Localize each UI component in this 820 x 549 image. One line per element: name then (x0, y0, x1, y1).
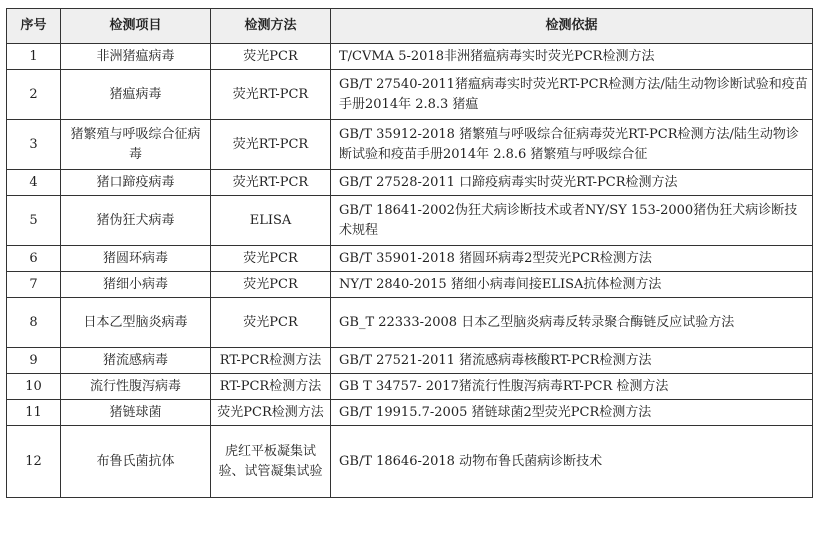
row-basis: GB/T 27540-2011猪瘟病毒实时荧光RT-PCR检测方法/陆生动物诊断试验和疫苗手册2014年 2.8.3 猪瘟 (331, 70, 813, 120)
row-basis: NY/T 2840-2015 猪细小病毒间接ELISA抗体检测方法 (331, 272, 813, 298)
row-basis: GB/T 35901-2018 猪圆环病毒2型荧光PCR检测方法 (331, 246, 813, 272)
row-method: 虎红平板凝集试验、试管凝集试验 (211, 426, 331, 498)
row-method: 荧光PCR (211, 298, 331, 348)
row-basis: T/CVMA 5-2018非洲猪瘟病毒实时荧光PCR检测方法 (331, 44, 813, 70)
row-item: 猪流感病毒 (61, 348, 211, 374)
row-basis: GB/T 27521-2011 猪流感病毒核酸RT-PCR检测方法 (331, 348, 813, 374)
row-number: 3 (7, 120, 61, 170)
row-method: 荧光RT-PCR (211, 120, 331, 170)
row-number: 4 (7, 170, 61, 196)
row-number: 12 (7, 426, 61, 498)
row-basis: GB/T 18646-2018 动物布鲁氏菌病诊断技术 (331, 426, 813, 498)
row-method: 荧光RT-PCR (211, 170, 331, 196)
table-row (7, 426, 813, 498)
table-row (7, 44, 813, 70)
row-method: RT-PCR检测方法 (211, 348, 331, 374)
row-basis: GB/T 27528-2011 口蹄疫病毒实时荧光RT-PCR检测方法 (331, 170, 813, 196)
row-item: 布鲁氏菌抗体 (61, 426, 211, 498)
table-row (7, 348, 813, 374)
header-item: 检测项目 (61, 9, 211, 44)
row-item: 猪圆环病毒 (61, 246, 211, 272)
row-method: 荧光RT-PCR (211, 70, 331, 120)
row-basis: GB/T 18641-2002伪狂犬病诊断技术或者NY/SY 153-2000猪伪狂犬病诊断技术规程 (331, 196, 813, 246)
header-method: 检测方法 (211, 9, 331, 44)
row-number: 2 (7, 70, 61, 120)
row-method: RT-PCR检测方法 (211, 374, 331, 400)
row-method: ELISA (211, 196, 331, 246)
detection-table (6, 8, 813, 498)
row-number: 8 (7, 298, 61, 348)
header-row (7, 9, 813, 44)
row-number: 9 (7, 348, 61, 374)
row-basis: GB/T 19915.7-2005 猪链球菌2型荧光PCR检测方法 (331, 400, 813, 426)
row-item: 流行性腹泻病毒 (61, 374, 211, 400)
row-basis: GB/T 35912-2018 猪繁殖与呼吸综合征病毒荧光RT-PCR检测方法/陆生动物诊断试验和疫苗手册2014年 2.8.6 猪繁殖与呼吸综合征 (331, 120, 813, 170)
row-number: 10 (7, 374, 61, 400)
table-row (7, 374, 813, 400)
table-row (7, 298, 813, 348)
row-number: 6 (7, 246, 61, 272)
row-number: 7 (7, 272, 61, 298)
row-item: 非洲猪瘟病毒 (61, 44, 211, 70)
row-method: 荧光PCR (211, 44, 331, 70)
header-no: 序号 (7, 9, 61, 44)
header-basis: 检测依据 (331, 9, 813, 44)
row-number: 1 (7, 44, 61, 70)
row-number: 5 (7, 196, 61, 246)
row-item: 猪细小病毒 (61, 272, 211, 298)
row-item: 猪伪狂犬病毒 (61, 196, 211, 246)
table-row (7, 170, 813, 196)
row-item: 猪口蹄疫病毒 (61, 170, 211, 196)
table-row (7, 120, 813, 170)
table-row (7, 400, 813, 426)
table-row (7, 70, 813, 120)
row-method: 荧光PCR检测方法 (211, 400, 331, 426)
table-row (7, 196, 813, 246)
row-basis: GB_T 22333-2008 日本乙型脑炎病毒反转录聚合酶链反应试验方法 (331, 298, 813, 348)
row-method: 荧光PCR (211, 272, 331, 298)
row-item: 猪链球菌 (61, 400, 211, 426)
row-item: 猪瘟病毒 (61, 70, 211, 120)
row-item: 猪繁殖与呼吸综合征病毒 (61, 120, 211, 170)
row-item: 日本乙型脑炎病毒 (61, 298, 211, 348)
table-row (7, 272, 813, 298)
table-row (7, 246, 813, 272)
row-number: 11 (7, 400, 61, 426)
row-method: 荧光PCR (211, 246, 331, 272)
row-basis: GB T 34757- 2017猪流行性腹泻病毒RT-PCR 检测方法 (331, 374, 813, 400)
